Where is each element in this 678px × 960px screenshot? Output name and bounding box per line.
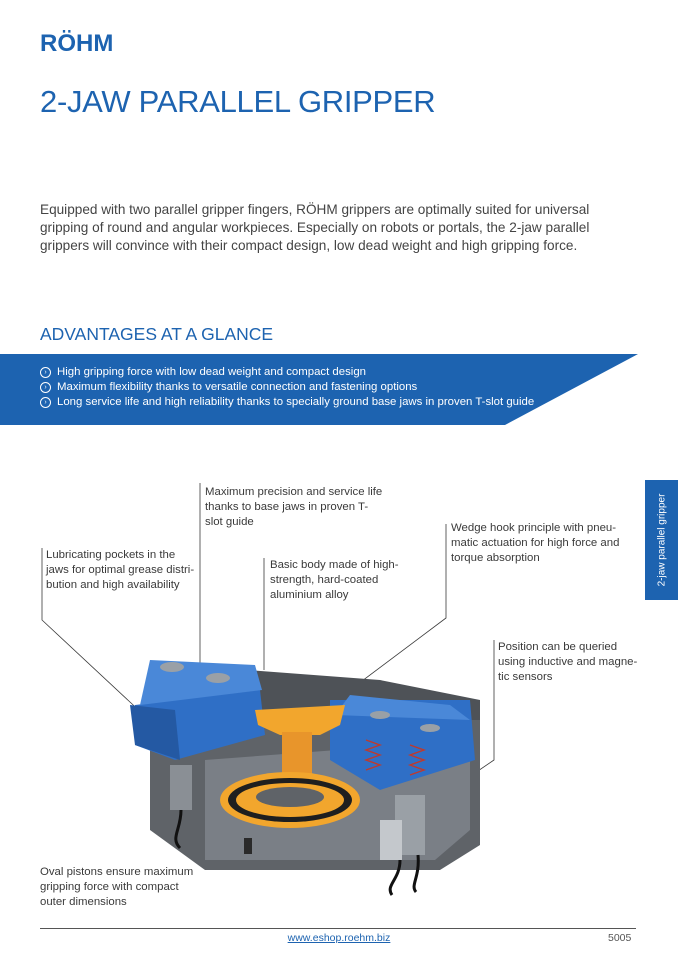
callout-wedge: Wedge hook principle with pneu-matic actuation for high force and torque absorption: [451, 522, 620, 564]
roehm-logo: RÖHM: [40, 30, 114, 57]
section-side-tab: [645, 480, 678, 600]
callout-position: Position can be queried using inductive and magne-tic sensors: [498, 641, 638, 683]
circle-arrow-icon: ›: [40, 397, 51, 408]
footer-divider: [40, 928, 636, 929]
advantage-text: Maximum flexibility thanks to versatile connection and fastening options: [57, 381, 418, 393]
intro-paragraph: Equipped with two parallel gripper fingers, RÖHM grippers are optimally suited for universal gripping of round and angular workpieces. Especially on robots or portals, the 2-jaw parallel grippers will convince with their compact design, low dead weight and high gripping force.: [40, 202, 590, 253]
callout-lubricating: Lubricating pockets in the jaws for optimal grease distri-bution and high availability: [46, 549, 195, 591]
advantage-text: Long service life and high reliability thanks to specially ground base jaws in proven T-slot guide: [57, 396, 535, 408]
advantages-heading: ADVANTAGES AT A GLANCE: [40, 324, 274, 344]
footer-shop-link[interactable]: www.eshop.roehm.biz: [287, 932, 391, 944]
side-tab-label: 2-jaw parallel gripper: [656, 493, 668, 587]
circle-arrow-icon: ›: [40, 382, 51, 393]
page-title: 2-JAW PARALLEL GRIPPER: [40, 84, 436, 119]
callout-pistons: Oval pistons ensure maximum gripping force with compact outer dimensions: [40, 866, 194, 908]
callout-precision: Maximum precision and service life thanks to base jaws in proven T-slot guide: [205, 486, 383, 528]
page-number: 5005: [608, 932, 632, 944]
advantage-text: High gripping force with low dead weight and compact design: [57, 366, 366, 378]
circle-arrow-icon: ›: [40, 367, 51, 378]
callout-body: Basic body made of high-strength, hard-coated aluminium alloy: [270, 559, 399, 601]
